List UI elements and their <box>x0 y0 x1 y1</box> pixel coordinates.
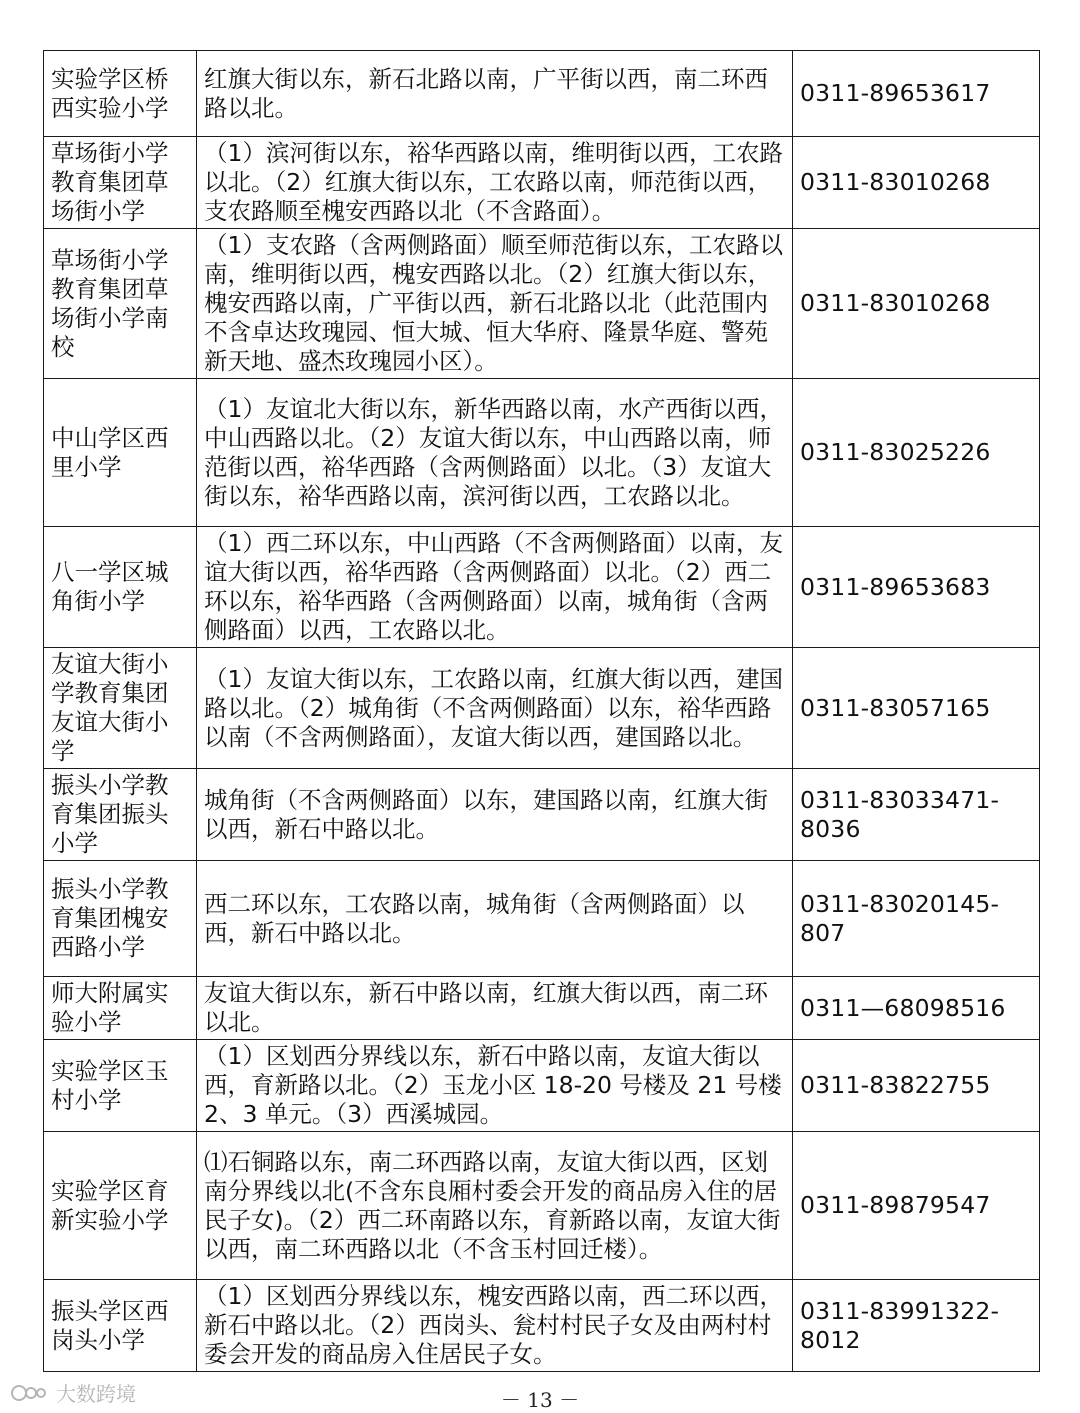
phone-cell: 0311-83991322-8012 <box>793 1280 1040 1372</box>
area-cell: （1）友谊北大街以东，新华西路以南，水产西街以西，中山西路以北。（2）友谊大街以东，中山西路以南，师范街以西，裕华西路（含两侧路面）以北。（3）友谊大街以东，裕华西路以南，滨河街以西，工农路以北。 <box>197 379 793 527</box>
phone-cell: 0311-83033471-8036 <box>793 769 1040 861</box>
table-body <box>44 51 1040 1372</box>
school-cell: 草场街小学教育集团草场街小学南校 <box>44 229 197 379</box>
area-cell: 红旗大街以东，新石北路以南，广平街以西，南二环西路以北。 <box>197 51 793 137</box>
phone-cell: 0311-83020145-807 <box>793 861 1040 977</box>
table-row <box>44 51 1040 137</box>
phone-cell: 0311-83822755 <box>793 1040 1040 1132</box>
phone-cell: 0311-89879547 <box>793 1132 1040 1280</box>
watermark-text: 大数跨境 <box>56 1382 136 1406</box>
school-cell: 振头小学教育集团槐安西路小学 <box>44 861 197 977</box>
phone-cell: 0311-89653617 <box>793 51 1040 137</box>
table-row <box>44 1132 1040 1280</box>
page-number: － 13 － <box>500 1388 580 1412</box>
table-row <box>44 1280 1040 1372</box>
phone-cell: 0311-83025226 <box>793 379 1040 527</box>
table-row <box>44 229 1040 379</box>
school-cell: 八一学区城角街小学 <box>44 527 197 648</box>
school-cell: 实验学区玉村小学 <box>44 1040 197 1132</box>
area-cell: 西二环以东，工农路以南，城角街（含两侧路面）以西，新石中路以北。 <box>197 861 793 977</box>
school-cell: 实验学区育新实验小学 <box>44 1132 197 1280</box>
area-cell: ⑴石铜路以东，南二环西路以南，友谊大街以西，区划南分界线以北(不含东良厢村委会开发的商品房入住的居民子女)。（2）西二环南路以东，育新路以南，友谊大街以西，南二环西路以北（不含玉村回迁楼）。 <box>197 1132 793 1280</box>
phone-cell: 0311-83010268 <box>793 229 1040 379</box>
school-district-table <box>43 50 1040 1372</box>
table-row <box>44 977 1040 1040</box>
area-cell: （1）滨河街以东，裕华西路以南，维明街以西，工农路以北。（2）红旗大街以东，工农路以南，师范街以西，支农路顺至槐安西路以北（不含路面）。 <box>197 137 793 229</box>
school-cell: 友谊大街小学教育集团友谊大街小学 <box>44 648 197 769</box>
area-cell: （1）区划西分界线以东，新石中路以南，友谊大街以西，育新路以北。（2）玉龙小区 18-20 号楼及 21 号楼 2、3 单元。（3）西溪城园。 <box>197 1040 793 1132</box>
phone-cell: 0311-89653683 <box>793 527 1040 648</box>
table-row <box>44 379 1040 527</box>
phone-cell: 0311-83010268 <box>793 137 1040 229</box>
phone-cell: 0311-83057165 <box>793 648 1040 769</box>
table-row <box>44 137 1040 229</box>
area-cell: （1）区划西分界线以东，槐安西路以南，西二环以西，新石中路以北。（2）西岗头、瓮村村民子女及由两村村委会开发的商品房入住居民子女。 <box>197 1280 793 1372</box>
table-row <box>44 861 1040 977</box>
area-cell: （1）友谊大街以东，工农路以南，红旗大街以西，建国路以北。（2）城角街（不含两侧路面）以东，裕华西路以南（不含两侧路面），友谊大街以西，建国路以北。 <box>197 648 793 769</box>
area-cell: 城角街（不含两侧路面）以东，建国路以南，红旗大街以西，新石中路以北。 <box>197 769 793 861</box>
table-row <box>44 648 1040 769</box>
table-row <box>44 769 1040 861</box>
school-cell: 振头学区西岗头小学 <box>44 1280 197 1372</box>
area-cell: （1）西二环以东，中山西路（不含两侧路面）以南，友谊大街以西，裕华西路（含两侧路面）以北。（2）西二环以东，裕华西路（含两侧路面）以南，城角街（含两侧路面）以西，工农路以北。 <box>197 527 793 648</box>
school-cell: 振头小学教育集团振头小学 <box>44 769 197 861</box>
school-cell: 实验学区桥西实验小学 <box>44 51 197 137</box>
school-cell: 草场街小学教育集团草场街小学 <box>44 137 197 229</box>
school-cell: 中山学区西里小学 <box>44 379 197 527</box>
phone-cell: 0311—68098516 <box>793 977 1040 1040</box>
school-cell: 师大附属实验小学 <box>44 977 197 1040</box>
table-row <box>44 1040 1040 1132</box>
table-row <box>44 527 1040 648</box>
area-cell: 友谊大街以东，新石中路以南，红旗大街以西，南二环以北。 <box>197 977 793 1040</box>
area-cell: （1）支农路（含两侧路面）顺至师范街以东，工农路以南，维明街以西，槐安西路以北。（2）红旗大街以东，槐安西路以南，广平街以西，新石北路以北（此范围内不含卓达玫瑰园、恒大城、恒大华府、隆景华庭、警苑新天地、盛杰玫瑰园小区）。 <box>197 229 793 379</box>
